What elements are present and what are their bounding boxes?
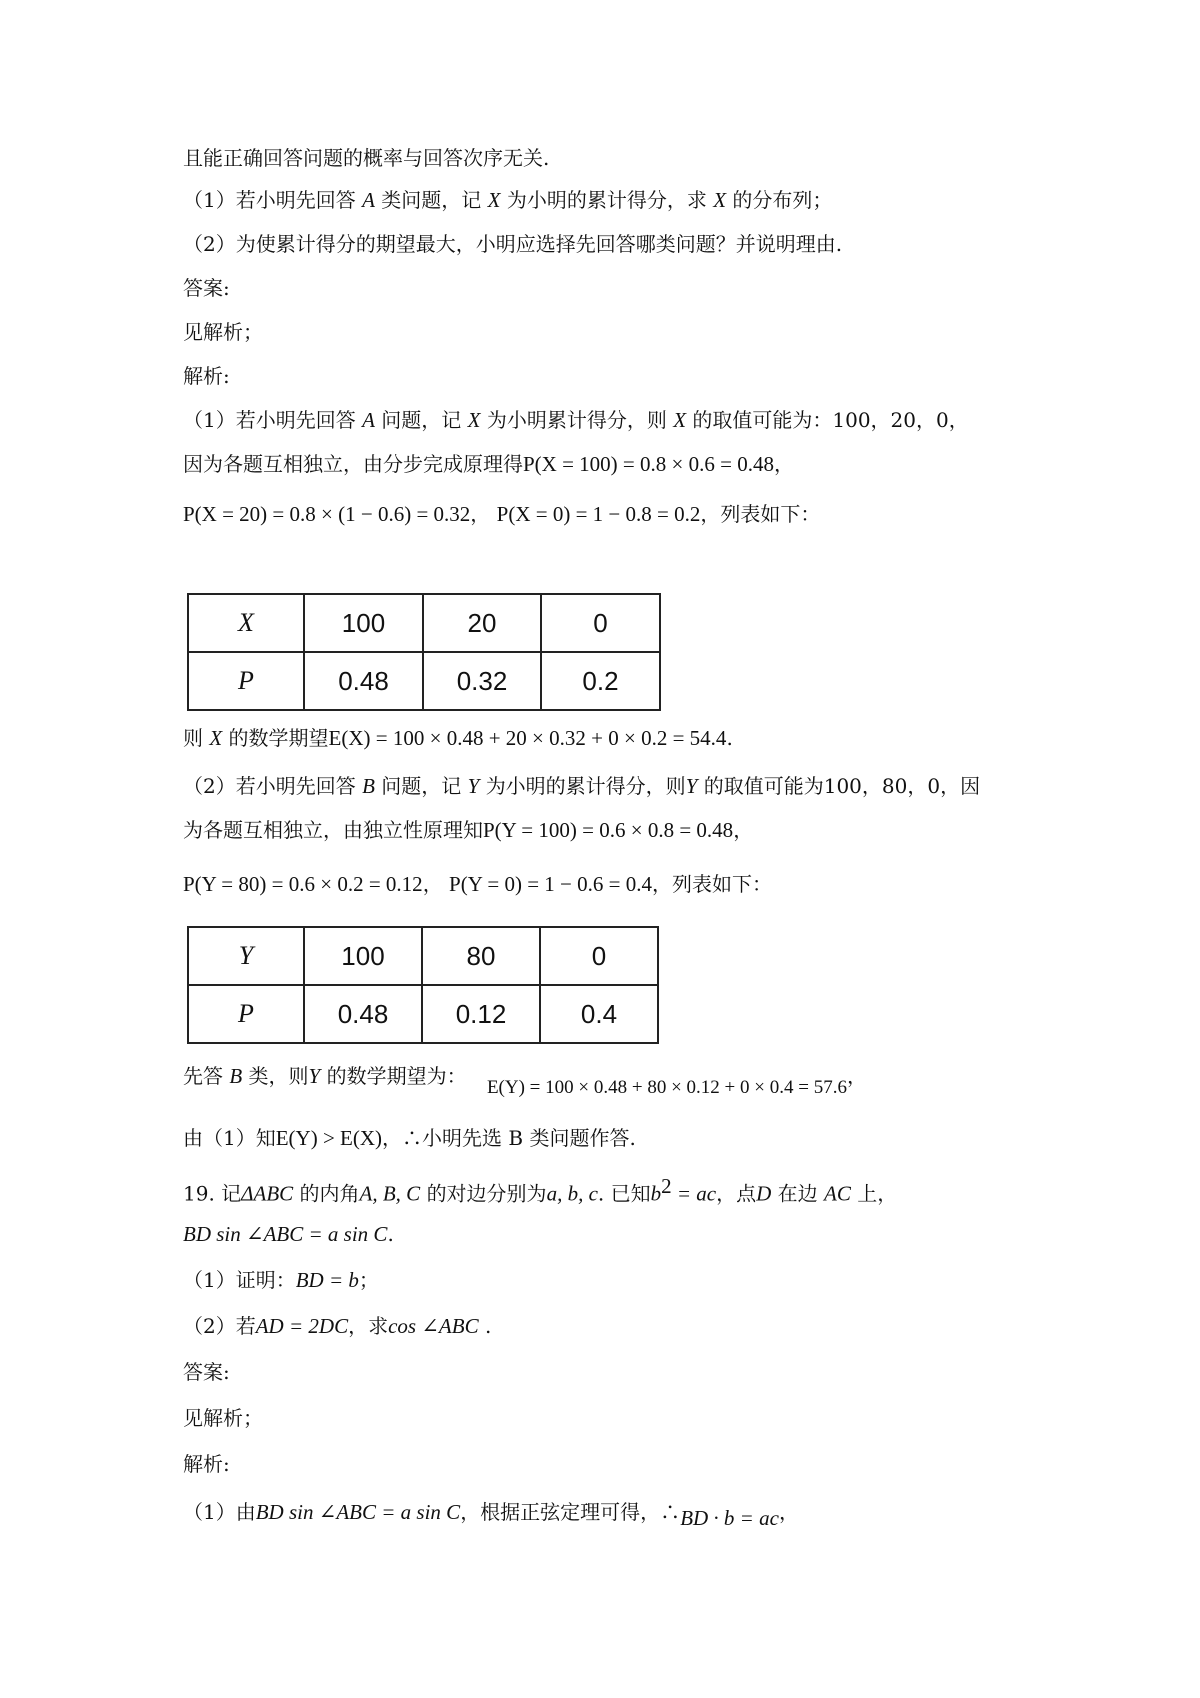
problem-19-solution-line-1: （1）由BD sin ∠ABC = a sin C，根据正弦定理可得，∴BD · b = ac， xyxy=(183,1500,799,1530)
solution-line-1: （1）若小明先回答 A 问题，记 X 为小明累计得分，则 X 的取值可能为：100，20，0， xyxy=(183,408,969,432)
analysis-label: 解析: xyxy=(183,364,230,388)
solution-line-6: 为各题互相独立，由独立性原理知P(Y = 100) = 0.6 × 0.8 = 0.48， xyxy=(183,818,754,842)
answer-text: 见解析； xyxy=(183,320,263,344)
formula: P(Y = 0) = 1 − 0.6 = 0.4 xyxy=(449,872,652,896)
solution-line-7: P(Y = 80) = 0.6 × 0.2 = 0.12， P(Y = 0) = 1 − 0.6 = 0.4，列表如下： xyxy=(183,872,772,896)
problem-19-line-1: 19. 记ΔABC 的内角A, B, C 的对边分别为a, b, c. 已知$b^2$ = ac，点D 在边 AC 上， xyxy=(183,1174,898,1206)
problem-19-line-2: BD sin ∠ABC = a sin C. xyxy=(183,1222,394,1246)
formula: BD sin ∠ABC = a sin C xyxy=(255,1500,461,1524)
distribution-table-y xyxy=(187,926,659,1044)
conclusion-line: 由（1）知E(Y) > E(X)，∴小明先选 B 类问题作答. xyxy=(183,1126,636,1150)
problem-19-part-1: （1）证明：BD = b； xyxy=(183,1268,379,1292)
intro-line: 且能正确回答问题的概率与回答次序无关. xyxy=(183,146,550,170)
question-1: （1）若小明先回答 A 类问题，记 X 为小明的累计得分，求 X 的分布列； xyxy=(183,188,833,212)
formula: P(X = 20) = 0.8 × (1 − 0.6) = 0.32 xyxy=(183,502,471,526)
formula: P(Y = 80) = 0.6 × 0.2 = 0.12 xyxy=(183,872,423,896)
answer-text: 见解析； xyxy=(183,1406,263,1430)
solution-line-5: （2）若小明先回答 B 问题，记 Y 为小明的累计得分，则Y 的取值可能为100，80，0，因 xyxy=(183,774,981,798)
formula: E(Y) = 100 × 0.48 + 80 × 0.12 + 0 × 0.4 = 57.6 xyxy=(486,1077,847,1098)
table-row: P 0.48 0.32 0.2 xyxy=(188,652,660,710)
formula: BD · b = ac xyxy=(680,1506,779,1530)
formula: E(X) = 100 × 0.48 + 20 × 0.32 + 0 × 0.2 = 54.4 xyxy=(328,726,727,750)
answer-label: 答案: xyxy=(183,276,230,300)
formula: P(X = 0) = 1 − 0.8 = 0.2 xyxy=(496,502,701,526)
answer-label: 答案: xyxy=(183,1360,230,1384)
solution-line-3: P(X = 20) = 0.8 × (1 − 0.6) = 0.32， P(X = 0) = 1 − 0.8 = 0.2，列表如下： xyxy=(183,502,821,526)
solution-line-2: 因为各题互相独立，由分步完成原理得P(X = 100) = 0.8 × 0.6 = 0.48， xyxy=(183,452,794,476)
distribution-table-x xyxy=(187,593,661,711)
table-row: P 0.48 0.12 0.4 xyxy=(188,985,658,1043)
formula: BD sin ∠ABC = a sin C xyxy=(183,1222,388,1246)
formula: AD = 2DC xyxy=(255,1314,349,1338)
formula: E(Y) > E(X) xyxy=(275,1126,383,1150)
question-2: （2）为使累计得分的期望最大，小明应选择先回答哪类问题？并说明理由. xyxy=(183,232,843,256)
problem-19-part-2: （2）若AD = 2DC，求cos ∠ABC . xyxy=(183,1314,492,1338)
expectation-x: 则 X 的数学期望E(X) = 100 × 0.48 + 20 × 0.32 + 0 × 0.2 = 54.4. xyxy=(183,726,733,750)
formula: BD = b xyxy=(295,1268,359,1292)
analysis-label: 解析: xyxy=(183,1452,230,1476)
formula: P(X = 100) = 0.8 × 0.6 = 0.48 xyxy=(523,452,774,476)
table-row: Y 100 80 0 xyxy=(188,927,658,985)
formula: cos ∠ABC xyxy=(388,1314,479,1338)
table-row: X 100 20 0 xyxy=(188,594,660,652)
formula: P(Y = 100) = 0.6 × 0.8 = 0.48 xyxy=(483,818,734,842)
expectation-y: 先答 B 类，则Y 的数学期望为： E(Y) = 100 × 0.48 + 80 × 0.12 + 0 × 0.4 = 57.6， xyxy=(183,1064,867,1098)
